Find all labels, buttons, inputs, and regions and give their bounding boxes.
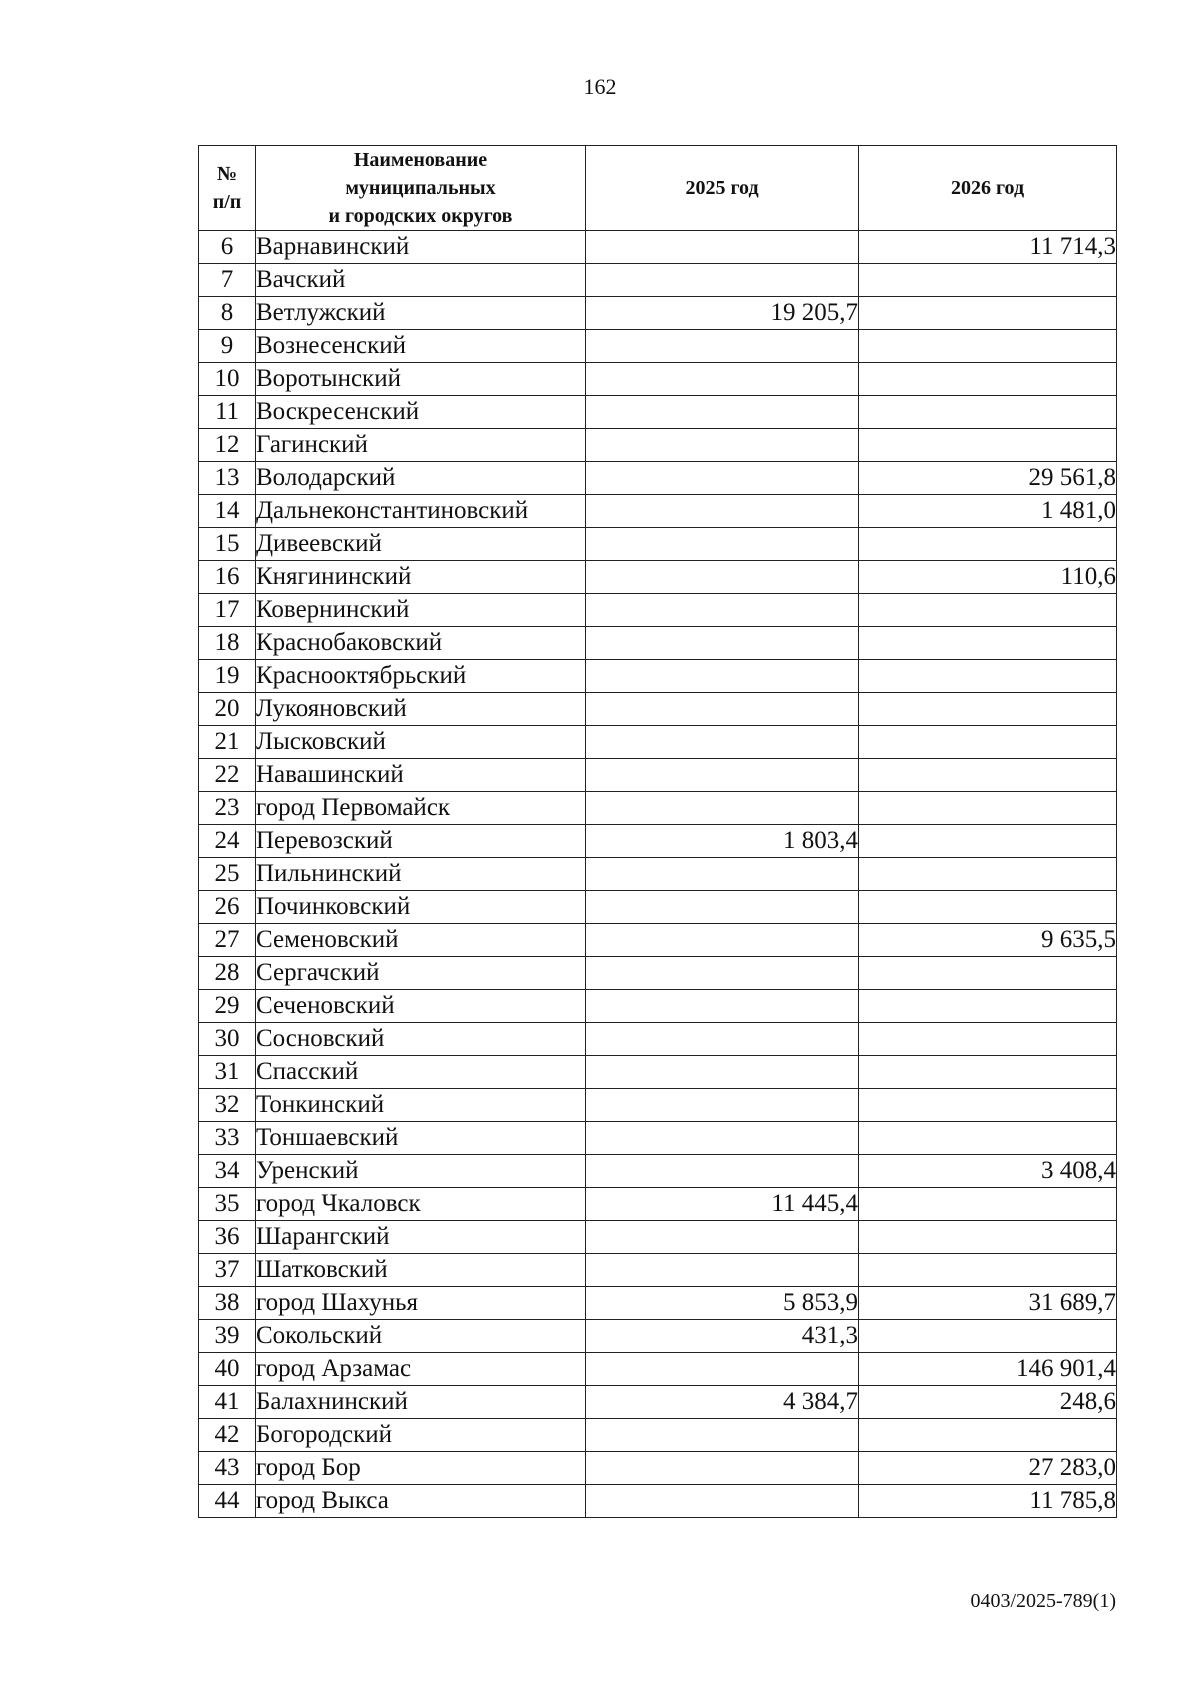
table-row (199, 924, 1117, 957)
row-number: 30 (199, 1023, 256, 1056)
row-number: 43 (199, 1452, 256, 1485)
table-row (199, 1254, 1117, 1287)
row-value-2025 (586, 660, 859, 693)
row-municipality-name: Краснооктябрьский (256, 660, 586, 693)
row-municipality-name: Шатковский (256, 1254, 586, 1287)
row-value-2025 (586, 429, 859, 462)
row-municipality-name: Шарангский (256, 1221, 586, 1254)
row-value-2026: 146 901,4 (859, 1353, 1117, 1386)
table-row (199, 891, 1117, 924)
row-municipality-name: Княгининский (256, 561, 586, 594)
row-municipality-name: Пильнинский (256, 858, 586, 891)
row-number: 41 (199, 1386, 256, 1419)
row-number: 25 (199, 858, 256, 891)
row-number: 10 (199, 363, 256, 396)
row-number: 16 (199, 561, 256, 594)
table-row (199, 1023, 1117, 1056)
row-value-2025 (586, 1023, 859, 1056)
row-municipality-name: Варнавинский (256, 231, 586, 264)
table-row (199, 627, 1117, 660)
row-municipality-name: Балахнинский (256, 1386, 586, 1419)
table-body (199, 231, 1117, 1518)
row-municipality-name: Володарский (256, 462, 586, 495)
row-value-2026 (859, 693, 1117, 726)
table-row (199, 462, 1117, 495)
row-municipality-name: город Бор (256, 1452, 586, 1485)
table-row (199, 693, 1117, 726)
row-value-2026 (859, 1122, 1117, 1155)
row-municipality-name: город Выкса (256, 1485, 586, 1518)
row-value-2025 (586, 231, 859, 264)
row-number: 35 (199, 1188, 256, 1221)
table-row (199, 561, 1117, 594)
row-municipality-name: Вознесенский (256, 330, 586, 363)
row-value-2025 (586, 561, 859, 594)
row-value-2026 (859, 264, 1117, 297)
table-row (199, 660, 1117, 693)
budget-table (198, 145, 1117, 1518)
table-row (199, 726, 1117, 759)
row-value-2026 (859, 726, 1117, 759)
row-municipality-name: Краснобаковский (256, 627, 586, 660)
row-value-2025 (586, 1122, 859, 1155)
row-municipality-name: Богородский (256, 1419, 586, 1452)
row-municipality-name: город Первомайск (256, 792, 586, 825)
row-value-2025 (586, 1089, 859, 1122)
row-number: 37 (199, 1254, 256, 1287)
row-value-2025 (586, 1155, 859, 1188)
row-number: 29 (199, 990, 256, 1023)
table-header-row (199, 146, 1117, 231)
row-number: 32 (199, 1089, 256, 1122)
table-row (199, 297, 1117, 330)
row-value-2025 (586, 1485, 859, 1518)
table-row (199, 396, 1117, 429)
row-municipality-name: город Чкаловск (256, 1188, 586, 1221)
table-row (199, 1122, 1117, 1155)
row-municipality-name: Сосновский (256, 1023, 586, 1056)
row-value-2025 (586, 462, 859, 495)
table-row (199, 1287, 1117, 1320)
row-value-2025 (586, 1452, 859, 1485)
row-value-2026 (859, 1254, 1117, 1287)
row-value-2025 (586, 957, 859, 990)
row-number: 22 (199, 759, 256, 792)
table-row (199, 1155, 1117, 1188)
row-number: 42 (199, 1419, 256, 1452)
row-number: 6 (199, 231, 256, 264)
row-municipality-name: Семеновский (256, 924, 586, 957)
row-municipality-name: Дальнеконстантиновский (256, 495, 586, 528)
table-row (199, 1188, 1117, 1221)
row-value-2026 (859, 990, 1117, 1023)
row-number: 28 (199, 957, 256, 990)
row-municipality-name: Тонкинский (256, 1089, 586, 1122)
row-value-2026 (859, 957, 1117, 990)
row-number: 11 (199, 396, 256, 429)
row-number: 17 (199, 594, 256, 627)
row-number: 26 (199, 891, 256, 924)
row-value-2025: 1 803,4 (586, 825, 859, 858)
row-value-2025: 19 205,7 (586, 297, 859, 330)
table-row (199, 957, 1117, 990)
row-value-2026 (859, 396, 1117, 429)
table-row (199, 1089, 1117, 1122)
row-value-2026 (859, 330, 1117, 363)
row-value-2026 (859, 528, 1117, 561)
table-row (199, 231, 1117, 264)
row-value-2025 (586, 792, 859, 825)
table-row (199, 990, 1117, 1023)
row-municipality-name: Ковернинский (256, 594, 586, 627)
row-value-2026 (859, 759, 1117, 792)
row-number: 38 (199, 1287, 256, 1320)
row-value-2026 (859, 1419, 1117, 1452)
row-number: 23 (199, 792, 256, 825)
row-value-2026 (859, 792, 1117, 825)
row-municipality-name: Воротынский (256, 363, 586, 396)
row-number: 9 (199, 330, 256, 363)
row-municipality-name: Сергачский (256, 957, 586, 990)
row-number: 39 (199, 1320, 256, 1353)
row-number: 12 (199, 429, 256, 462)
row-value-2026 (859, 1320, 1117, 1353)
row-value-2026 (859, 363, 1117, 396)
row-number: 13 (199, 462, 256, 495)
row-value-2025: 4 384,7 (586, 1386, 859, 1419)
table-row (199, 858, 1117, 891)
row-value-2025 (586, 528, 859, 561)
row-number: 21 (199, 726, 256, 759)
row-value-2025 (586, 990, 859, 1023)
row-number: 24 (199, 825, 256, 858)
row-municipality-name: Дивеевский (256, 528, 586, 561)
row-municipality-name: Уренский (256, 1155, 586, 1188)
row-municipality-name: Починковский (256, 891, 586, 924)
table-row (199, 1452, 1117, 1485)
row-value-2025 (586, 1254, 859, 1287)
table-row (199, 363, 1117, 396)
table-row (199, 1221, 1117, 1254)
page-number: 162 (583, 74, 617, 99)
row-value-2026: 31 689,7 (859, 1287, 1117, 1320)
header-year-2026: 2026 год (859, 146, 1117, 231)
row-municipality-name: Лукояновский (256, 693, 586, 726)
table-row (199, 330, 1117, 363)
row-municipality-name: Вачский (256, 264, 586, 297)
row-number: 7 (199, 264, 256, 297)
table-row (199, 1320, 1117, 1353)
row-municipality-name: Гагинский (256, 429, 586, 462)
row-number: 8 (199, 297, 256, 330)
row-value-2025 (586, 627, 859, 660)
row-value-2026 (859, 660, 1117, 693)
row-value-2025: 431,3 (586, 1320, 859, 1353)
row-municipality-name: Перевозский (256, 825, 586, 858)
table-row (199, 1353, 1117, 1386)
row-value-2026: 29 561,8 (859, 462, 1117, 495)
row-value-2025 (586, 759, 859, 792)
row-value-2025 (586, 1056, 859, 1089)
row-value-2025 (586, 396, 859, 429)
row-value-2025 (586, 693, 859, 726)
row-value-2026: 1 481,0 (859, 495, 1117, 528)
row-number: 34 (199, 1155, 256, 1188)
row-number: 31 (199, 1056, 256, 1089)
table-row (199, 825, 1117, 858)
table-row (199, 759, 1117, 792)
row-value-2026 (859, 627, 1117, 660)
row-municipality-name: Лысковский (256, 726, 586, 759)
row-value-2026 (859, 1188, 1117, 1221)
row-municipality-name: Воскресенский (256, 396, 586, 429)
row-value-2026: 9 635,5 (859, 924, 1117, 957)
row-value-2025 (586, 1419, 859, 1452)
row-number: 44 (199, 1485, 256, 1518)
table-row (199, 1419, 1117, 1452)
row-value-2026: 3 408,4 (859, 1155, 1117, 1188)
row-municipality-name: Спасский (256, 1056, 586, 1089)
table-row (199, 528, 1117, 561)
row-number: 36 (199, 1221, 256, 1254)
row-value-2026 (859, 1089, 1117, 1122)
table-row (199, 495, 1117, 528)
row-number: 33 (199, 1122, 256, 1155)
row-value-2026 (859, 429, 1117, 462)
row-number: 20 (199, 693, 256, 726)
document-code: 0403/2025-789(1) (970, 1590, 1116, 1612)
row-value-2026 (859, 1056, 1117, 1089)
row-municipality-name: город Арзамас (256, 1353, 586, 1386)
row-value-2026 (859, 1023, 1117, 1056)
row-municipality-name: Сеченовский (256, 990, 586, 1023)
row-value-2026 (859, 594, 1117, 627)
row-value-2025 (586, 858, 859, 891)
table-row (199, 1485, 1117, 1518)
row-value-2026: 11 785,8 (859, 1485, 1117, 1518)
row-value-2025 (586, 726, 859, 759)
header-year-2025: 2025 год (586, 146, 859, 231)
table-row (199, 1386, 1117, 1419)
row-value-2026 (859, 891, 1117, 924)
row-municipality-name: Ветлужский (256, 297, 586, 330)
row-value-2026 (859, 1221, 1117, 1254)
row-value-2025 (586, 330, 859, 363)
row-number: 40 (199, 1353, 256, 1386)
row-municipality-name: Тоншаевский (256, 1122, 586, 1155)
table-row (199, 1056, 1117, 1089)
row-value-2025: 11 445,4 (586, 1188, 859, 1221)
row-municipality-name: Навашинский (256, 759, 586, 792)
row-municipality-name: Сокольский (256, 1320, 586, 1353)
row-value-2026: 27 283,0 (859, 1452, 1117, 1485)
row-value-2025 (586, 264, 859, 297)
row-value-2026: 11 714,3 (859, 231, 1117, 264)
row-value-2026 (859, 858, 1117, 891)
row-value-2025: 5 853,9 (586, 1287, 859, 1320)
row-value-2025 (586, 891, 859, 924)
row-value-2025 (586, 363, 859, 396)
row-value-2025 (586, 1221, 859, 1254)
table-row (199, 594, 1117, 627)
row-number: 14 (199, 495, 256, 528)
row-value-2025 (586, 594, 859, 627)
row-value-2025 (586, 1353, 859, 1386)
header-number: № п/п (199, 146, 256, 231)
row-value-2026: 110,6 (859, 561, 1117, 594)
table-row (199, 429, 1117, 462)
row-value-2025 (586, 495, 859, 528)
row-number: 19 (199, 660, 256, 693)
table-row (199, 264, 1117, 297)
row-value-2026 (859, 297, 1117, 330)
row-number: 18 (199, 627, 256, 660)
row-municipality-name: город Шахунья (256, 1287, 586, 1320)
row-value-2026 (859, 825, 1117, 858)
row-value-2026: 248,6 (859, 1386, 1117, 1419)
row-number: 27 (199, 924, 256, 957)
header-municipality-name: Наименование муниципальных и городских округов (256, 146, 586, 231)
table-row (199, 792, 1117, 825)
row-number: 15 (199, 528, 256, 561)
row-value-2025 (586, 924, 859, 957)
